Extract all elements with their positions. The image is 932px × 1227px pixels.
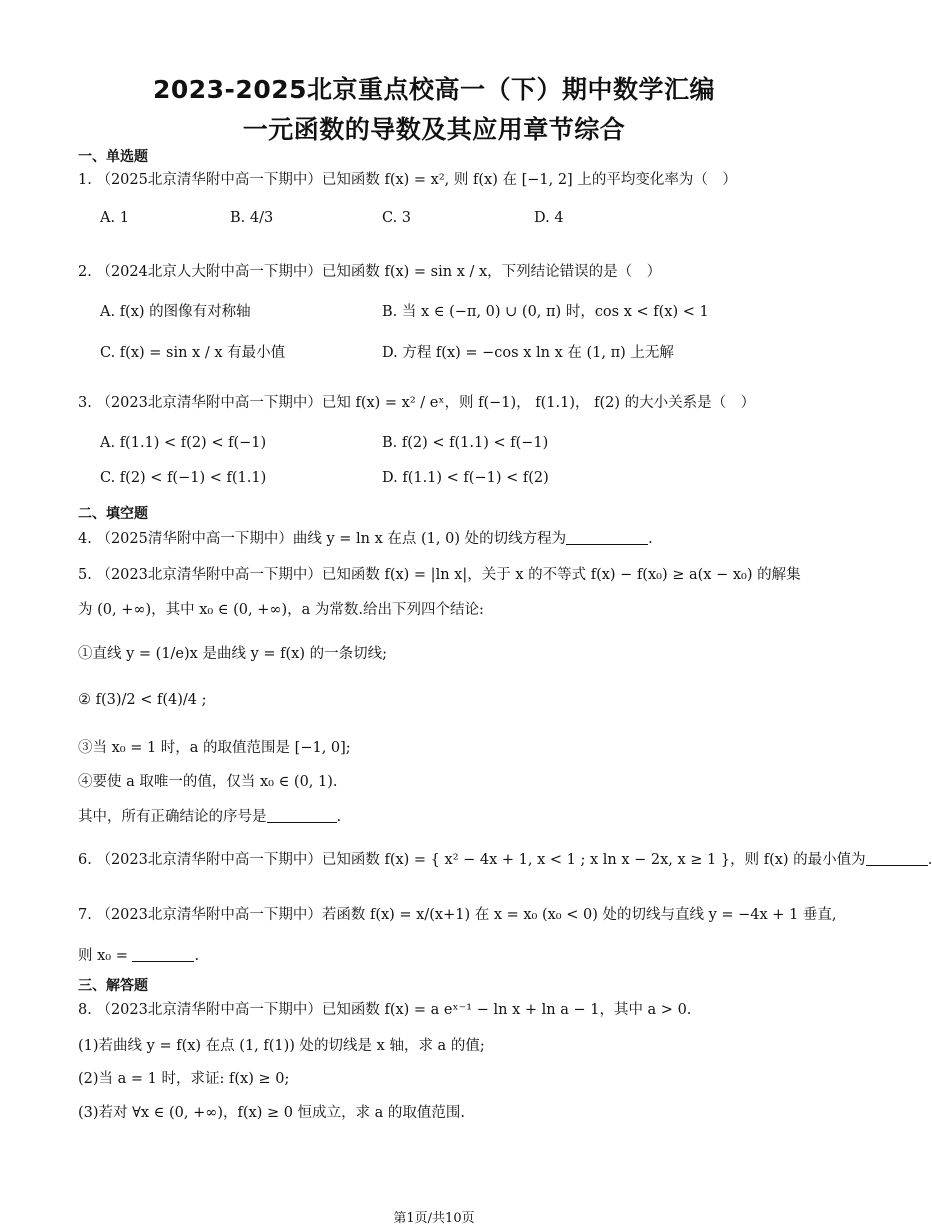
question-5-conclusion-1: ①直线 y = (1/e)x 是曲线 y = f(x) 的一条切线; <box>78 646 387 662</box>
document-title: 2023-2025北京重点校高一（下）期中数学汇编 <box>152 75 716 104</box>
section-heading-single-choice: 一、单选题 <box>78 149 148 165</box>
answer-blank <box>132 947 194 962</box>
question-3-option-d: D. f(1.1) < f(−1) < f(2) <box>382 470 549 486</box>
question-1-option-c: C. 3 <box>382 210 412 226</box>
question-7-stem: 7. （2023北京清华附中高一下期中）若函数 f(x) = x/(x+1) 在 x = x₀ (x₀ < 0) 处的切线与直线 y = −4x + 1 垂直, <box>78 907 837 923</box>
question-5-stem-line-1: 5. （2023北京清华附中高一下期中）已知函数 f(x) = |ln x|，关于 x 的不等式 f(x) − f(x₀) ≥ a(x − x₀) 的解集 <box>78 567 801 583</box>
document-subtitle: 一元函数的导数及其应用章节综合 <box>242 115 626 144</box>
question-2-option-b: B. 当 x ∈ (−π, 0) ∪ (0, π) 时，cos x < f(x) < 1 <box>382 304 709 320</box>
question-5-ask: 其中，所有正确结论的序号是 . <box>78 809 342 825</box>
question-2-stem: 2. （2024北京人大附中高一下期中）已知函数 f(x) = sin x / x，下列结论错误的是（ ） <box>78 264 662 280</box>
question-1-option-d: D. 4 <box>534 210 564 226</box>
question-4-stem: 4. （2025清华附中高一下期中）曲线 y = ln x 在点 (1, 0) 处的切线方程为 <box>78 531 567 547</box>
question-4: 4. （2025清华附中高一下期中）曲线 y = ln x 在点 (1, 0) 处的切线方程为 . <box>78 531 653 547</box>
question-2-option-a: A. f(x) 的图像有对称轴 <box>100 304 251 320</box>
question-8-part-2: (2)当 a = 1 时，求证: f(x) ≥ 0; <box>78 1071 290 1087</box>
question-7-ask: 则 x₀ = . <box>78 948 200 964</box>
question-5-conclusion-2: ② f(3)/2 < f(4)/4 ; <box>78 692 207 708</box>
question-8-part-3: (3)若对 ∀x ∈ (0, +∞)，f(x) ≥ 0 恒成立，求 a 的取值范围. <box>78 1105 466 1121</box>
question-8-stem: 8. （2023北京清华附中高一下期中）已知函数 f(x) = a eˣ⁻¹ − ln x + ln a − 1，其中 a > 0. <box>78 1002 692 1018</box>
question-2-option-d: D. 方程 f(x) = −cos x ln x 在 (1, π) 上无解 <box>382 345 674 361</box>
answer-blank <box>267 808 337 823</box>
question-6-stem: 6. （2023北京清华附中高一下期中）已知函数 f(x) = { x² − 4x + 1, x < 1 ; x ln x − 2x, x ≥ 1 }，则 f(x) 的最小值为 <box>78 852 866 868</box>
section-heading-solutions: 三、解答题 <box>78 978 148 994</box>
question-1-option-b: B. 4/3 <box>230 210 274 226</box>
question-5-conclusion-3: ③当 x₀ = 1 时，a 的取值范围是 [−1, 0]; <box>78 740 351 756</box>
question-6: 6. （2023北京清华附中高一下期中）已知函数 f(x) = { x² − 4x + 1, x < 1 ; x ln x − 2x, x ≥ 1 }，则 f(x) 的最小值为 . <box>78 852 932 868</box>
section-heading-fill-in: 二、填空题 <box>78 506 148 522</box>
question-3-option-b: B. f(2) < f(1.1) < f(−1) <box>382 435 549 451</box>
answer-blank <box>566 530 648 545</box>
question-5-conclusion-4: ④要使 a 取唯一的值，仅当 x₀ ∈ (0, 1). <box>78 774 338 790</box>
question-1-option-a: A. 1 <box>100 210 129 226</box>
question-1-stem: 1. （2025北京清华附中高一下期中）已知函数 f(x) = x², 则 f(x) 在 [−1, 2] 上的平均变化率为（ ） <box>78 172 737 188</box>
question-3-option-c: C. f(2) < f(−1) < f(1.1) <box>100 470 267 486</box>
question-3-stem: 3. （2023北京清华附中高一下期中）已知 f(x) = x² / eˣ，则 f(−1)， f(1.1)， f(2) 的大小关系是（ ） <box>78 395 756 411</box>
question-5-stem-line-2: 为 (0, +∞)，其中 x₀ ∈ (0, +∞)，a 为常数.给出下列四个结论: <box>78 602 484 618</box>
answer-blank <box>866 851 928 866</box>
page-number: 第1页/共10页 <box>393 1211 475 1226</box>
question-3-option-a: A. f(1.1) < f(2) < f(−1) <box>100 435 267 451</box>
question-8-part-1: (1)若曲线 y = f(x) 在点 (1, f(1)) 处的切线是 x 轴，求 a 的值; <box>78 1038 485 1054</box>
question-2-option-c: C. f(x) = sin x / x 有最小值 <box>100 345 286 361</box>
